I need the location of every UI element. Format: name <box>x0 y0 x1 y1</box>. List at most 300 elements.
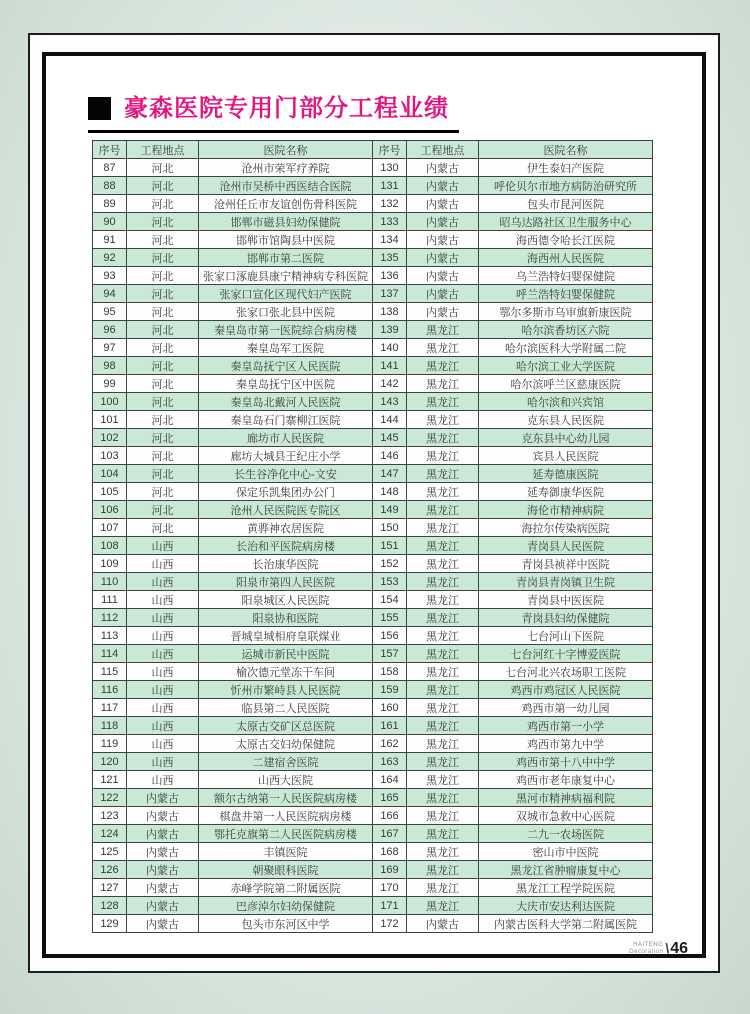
table-row <box>93 825 653 843</box>
hospital-cell: 黑河市精神病福利院 <box>479 789 653 807</box>
table-row <box>93 411 653 429</box>
table-row <box>93 897 653 915</box>
table-row <box>93 303 653 321</box>
title-bullet-square-icon <box>88 97 111 120</box>
location-cell: 黑龙江 <box>407 861 479 879</box>
brand-line1: HAITENG <box>633 942 664 948</box>
location-cell: 黑龙江 <box>407 825 479 843</box>
hospital-cell: 阳泉市第四人民医院 <box>199 573 373 591</box>
hospital-cell: 运城市新民中医院 <box>199 645 373 663</box>
location-cell: 河北 <box>127 285 199 303</box>
hospital-cell: 呼兰浩特妇婴保健院 <box>479 285 653 303</box>
hospital-cell: 赤峰学院第二附属医院 <box>199 879 373 897</box>
location-cell: 山西 <box>127 699 199 717</box>
location-cell: 内蒙古 <box>127 897 199 915</box>
table-row <box>93 555 653 573</box>
serial-cell: 159 <box>373 681 407 699</box>
location-cell: 内蒙古 <box>407 249 479 267</box>
location-cell: 河北 <box>127 159 199 177</box>
page-frame <box>42 52 706 958</box>
location-cell: 内蒙古 <box>407 177 479 195</box>
hospital-cell: 七台河山下医院 <box>479 627 653 645</box>
table-body <box>93 159 653 933</box>
location-cell: 黑龙江 <box>407 771 479 789</box>
serial-cell: 127 <box>93 879 127 897</box>
table-row <box>93 843 653 861</box>
serial-cell: 160 <box>373 699 407 717</box>
table-row <box>93 537 653 555</box>
hospital-cell: 临县第二人民医院 <box>199 699 373 717</box>
serial-cell: 94 <box>93 285 127 303</box>
table-row <box>93 357 653 375</box>
serial-cell: 125 <box>93 843 127 861</box>
hospital-cell: 廊坊大城县王纪庄小学 <box>199 447 373 465</box>
location-cell: 河北 <box>127 177 199 195</box>
location-cell: 河北 <box>127 303 199 321</box>
column-header: 序号 <box>373 141 407 159</box>
hospital-cell: 二建宿舍医院 <box>199 753 373 771</box>
table-row <box>93 213 653 231</box>
table-row <box>93 681 653 699</box>
location-cell: 内蒙古 <box>407 159 479 177</box>
table-row <box>93 915 653 933</box>
location-cell: 内蒙古 <box>407 285 479 303</box>
location-cell: 内蒙古 <box>127 861 199 879</box>
table-row <box>93 501 653 519</box>
location-cell: 河北 <box>127 519 199 537</box>
serial-cell: 116 <box>93 681 127 699</box>
serial-cell: 115 <box>93 663 127 681</box>
location-cell: 山西 <box>127 681 199 699</box>
location-cell: 黑龙江 <box>407 735 479 753</box>
hospital-cell: 哈尔滨香坊区六院 <box>479 321 653 339</box>
table-row <box>93 879 653 897</box>
hospital-cell: 秦皇岛抚宁区中医院 <box>199 375 373 393</box>
serial-cell: 111 <box>93 591 127 609</box>
brand-mark <box>629 942 663 956</box>
serial-cell: 158 <box>373 663 407 681</box>
hospital-cell: 青岗县祯祥中医院 <box>479 555 653 573</box>
hospital-cell: 额尔古纳第一人民医院病房楼 <box>199 789 373 807</box>
column-header: 医院名称 <box>199 141 373 159</box>
location-cell: 黑龙江 <box>407 591 479 609</box>
table-row <box>93 753 653 771</box>
location-cell: 黑龙江 <box>407 537 479 555</box>
hospital-cell: 山西大医院 <box>199 771 373 789</box>
location-cell: 黑龙江 <box>407 573 479 591</box>
location-cell: 山西 <box>127 753 199 771</box>
location-cell: 内蒙古 <box>127 807 199 825</box>
serial-cell: 107 <box>93 519 127 537</box>
hospital-cell: 海拉尔传染病医院 <box>479 519 653 537</box>
serial-cell: 161 <box>373 717 407 735</box>
hospital-cell: 鄂托克旗第二人民医院病房楼 <box>199 825 373 843</box>
hospital-cell: 张家口宣化区现代妇产医院 <box>199 285 373 303</box>
location-cell: 黑龙江 <box>407 609 479 627</box>
hospital-cell: 太原古交妇幼保健院 <box>199 735 373 753</box>
hospital-cell: 棋盘井第一人民医院病房楼 <box>199 807 373 825</box>
hospital-cell: 张家口涿鹿县康宁精神病专科医院 <box>199 267 373 285</box>
location-cell: 内蒙古 <box>127 843 199 861</box>
hospital-cell: 秦皇岛北戴河人民医院 <box>199 393 373 411</box>
table-row <box>93 771 653 789</box>
serial-cell: 139 <box>373 321 407 339</box>
serial-cell: 131 <box>373 177 407 195</box>
serial-cell: 120 <box>93 753 127 771</box>
hospital-cell: 忻州市繁峙县人民医院 <box>199 681 373 699</box>
location-cell: 山西 <box>127 537 199 555</box>
hospital-cell: 双城市急救中心医院 <box>479 807 653 825</box>
hospital-cell: 包头市昆河医院 <box>479 195 653 213</box>
location-cell: 河北 <box>127 393 199 411</box>
hospital-cell: 内蒙古医科大学第二附属医院 <box>479 915 653 933</box>
serial-cell: 92 <box>93 249 127 267</box>
location-cell: 内蒙古 <box>407 231 479 249</box>
table-header <box>93 141 653 159</box>
table-row <box>93 285 653 303</box>
hospital-cell: 青岗县中医医院 <box>479 591 653 609</box>
hospital-cell: 朝聚眼科医院 <box>199 861 373 879</box>
location-cell: 河北 <box>127 447 199 465</box>
serial-cell: 117 <box>93 699 127 717</box>
serial-cell: 118 <box>93 717 127 735</box>
hospital-cell: 邯郸市第二医院 <box>199 249 373 267</box>
hospital-cell: 哈尔滨医科大学附属二院 <box>479 339 653 357</box>
hospital-cell: 克东县中心幼儿园 <box>479 429 653 447</box>
location-cell: 黑龙江 <box>407 321 479 339</box>
hospital-cell: 密山市中医院 <box>479 843 653 861</box>
location-cell: 黑龙江 <box>407 339 479 357</box>
location-cell: 河北 <box>127 465 199 483</box>
location-cell: 黑龙江 <box>407 807 479 825</box>
location-cell: 黑龙江 <box>407 375 479 393</box>
serial-cell: 153 <box>373 573 407 591</box>
location-cell: 山西 <box>127 645 199 663</box>
serial-cell: 90 <box>93 213 127 231</box>
location-cell: 内蒙古 <box>407 195 479 213</box>
serial-cell: 171 <box>373 897 407 915</box>
hospital-cell: 邯郸市馆陶县中医院 <box>199 231 373 249</box>
hospital-cell: 昭乌达路社区卫生服务中心 <box>479 213 653 231</box>
table-row <box>93 447 653 465</box>
location-cell: 黑龙江 <box>407 411 479 429</box>
serial-cell: 124 <box>93 825 127 843</box>
hospital-cell: 海西州人民医院 <box>479 249 653 267</box>
hospital-cell: 鸡西市老年康复中心 <box>479 771 653 789</box>
serial-cell: 165 <box>373 789 407 807</box>
hospital-cell: 克东县人民医院 <box>479 411 653 429</box>
hospital-cell: 长治和平医院病房楼 <box>199 537 373 555</box>
serial-cell: 141 <box>373 357 407 375</box>
location-cell: 山西 <box>127 627 199 645</box>
table-row <box>93 483 653 501</box>
location-cell: 内蒙古 <box>407 915 479 933</box>
table-row <box>93 735 653 753</box>
location-cell: 黑龙江 <box>407 519 479 537</box>
table-row <box>93 699 653 717</box>
column-header: 工程地点 <box>127 141 199 159</box>
table-row <box>93 465 653 483</box>
serial-cell: 130 <box>373 159 407 177</box>
hospital-cell: 沧州市荣军疗养院 <box>199 159 373 177</box>
serial-cell: 134 <box>373 231 407 249</box>
hospital-cell: 榆次德元堂冻干车间 <box>199 663 373 681</box>
hospital-cell: 保定乐凯集团办公门 <box>199 483 373 501</box>
serial-cell: 135 <box>373 249 407 267</box>
table-row <box>93 267 653 285</box>
hospital-cell: 沧州人民医院医专院区 <box>199 501 373 519</box>
serial-cell: 155 <box>373 609 407 627</box>
serial-cell: 87 <box>93 159 127 177</box>
location-cell: 黑龙江 <box>407 717 479 735</box>
hospital-cell: 黑龙江工程学院医院 <box>479 879 653 897</box>
table-row <box>93 591 653 609</box>
hospital-cell: 海伦市精神病院 <box>479 501 653 519</box>
serial-cell: 142 <box>373 375 407 393</box>
serial-cell: 109 <box>93 555 127 573</box>
serial-cell: 119 <box>93 735 127 753</box>
hospital-cell: 哈尔滨和兴宾馆 <box>479 393 653 411</box>
serial-cell: 151 <box>373 537 407 555</box>
serial-cell: 166 <box>373 807 407 825</box>
serial-cell: 170 <box>373 879 407 897</box>
location-cell: 河北 <box>127 375 199 393</box>
location-cell: 河北 <box>127 339 199 357</box>
location-cell: 黑龙江 <box>407 627 479 645</box>
table-row <box>93 717 653 735</box>
hospital-cell: 阳泉协和医院 <box>199 609 373 627</box>
hospital-cell: 黄骅神农居医院 <box>199 519 373 537</box>
column-header: 序号 <box>93 141 127 159</box>
serial-cell: 145 <box>373 429 407 447</box>
location-cell: 内蒙古 <box>407 267 479 285</box>
serial-cell: 128 <box>93 897 127 915</box>
table-row <box>93 339 653 357</box>
hospital-cell: 沧州任丘市友谊创伤骨科医院 <box>199 195 373 213</box>
serial-cell: 101 <box>93 411 127 429</box>
location-cell: 山西 <box>127 555 199 573</box>
title-block <box>88 88 459 133</box>
hospital-cell: 青岗县妇幼保健院 <box>479 609 653 627</box>
location-cell: 黑龙江 <box>407 753 479 771</box>
location-cell: 黑龙江 <box>407 501 479 519</box>
table-row <box>93 177 653 195</box>
hospital-cell: 张家口张北县中医院 <box>199 303 373 321</box>
serial-cell: 96 <box>93 321 127 339</box>
table-row <box>93 645 653 663</box>
hospital-cell: 伊生泰妇产医院 <box>479 159 653 177</box>
hospital-cell: 包头市东河区中学 <box>199 915 373 933</box>
serial-cell: 152 <box>373 555 407 573</box>
location-cell: 黑龙江 <box>407 897 479 915</box>
hospital-cell: 长治康华医院 <box>199 555 373 573</box>
location-cell: 山西 <box>127 735 199 753</box>
hospital-cell: 黑龙江省肿瘤康复中心 <box>479 861 653 879</box>
location-cell: 山西 <box>127 609 199 627</box>
hospital-cell: 长生谷净化中心-文安 <box>199 465 373 483</box>
hospital-cell: 七台河红十字博爱医院 <box>479 645 653 663</box>
serial-cell: 114 <box>93 645 127 663</box>
location-cell: 山西 <box>127 771 199 789</box>
serial-cell: 98 <box>93 357 127 375</box>
location-cell: 山西 <box>127 717 199 735</box>
location-cell: 黑龙江 <box>407 357 479 375</box>
serial-cell: 93 <box>93 267 127 285</box>
backslash-separator-icon: \ <box>665 940 670 956</box>
location-cell: 黑龙江 <box>407 645 479 663</box>
serial-cell: 157 <box>373 645 407 663</box>
location-cell: 内蒙古 <box>127 825 199 843</box>
serial-cell: 133 <box>373 213 407 231</box>
hospital-cell: 秦皇岛抚宁区人民医院 <box>199 357 373 375</box>
page-footer <box>629 940 688 958</box>
serial-cell: 163 <box>373 753 407 771</box>
hospital-cell: 宾县人民医院 <box>479 447 653 465</box>
location-cell: 山西 <box>127 591 199 609</box>
hospital-cell: 大庆市安达利达医院 <box>479 897 653 915</box>
serial-cell: 168 <box>373 843 407 861</box>
location-cell: 河北 <box>127 231 199 249</box>
hospital-cell: 鸡西市第十八中中学 <box>479 753 653 771</box>
location-cell: 内蒙古 <box>407 213 479 231</box>
table-row <box>93 627 653 645</box>
table-row <box>93 861 653 879</box>
serial-cell: 95 <box>93 303 127 321</box>
hospital-cell: 青岗县人民医院 <box>479 537 653 555</box>
location-cell: 山西 <box>127 663 199 681</box>
location-cell: 黑龙江 <box>407 663 479 681</box>
serial-cell: 146 <box>373 447 407 465</box>
location-cell: 山西 <box>127 573 199 591</box>
hospital-cell: 秦皇岛军工医院 <box>199 339 373 357</box>
table-row <box>93 519 653 537</box>
location-cell: 河北 <box>127 321 199 339</box>
serial-cell: 122 <box>93 789 127 807</box>
serial-cell: 104 <box>93 465 127 483</box>
hospital-cell: 廊坊市人民医院 <box>199 429 373 447</box>
serial-cell: 89 <box>93 195 127 213</box>
hospital-cell: 呼伦贝尔市地方病防治研究所 <box>479 177 653 195</box>
serial-cell: 167 <box>373 825 407 843</box>
table-row <box>93 249 653 267</box>
hospital-cell: 青岗县青岗镇卫生院 <box>479 573 653 591</box>
location-cell: 黑龙江 <box>407 465 479 483</box>
location-cell: 内蒙古 <box>127 879 199 897</box>
serial-cell: 102 <box>93 429 127 447</box>
hospital-cell: 鸡西市第九中学 <box>479 735 653 753</box>
hospital-cell: 延寿德康医院 <box>479 465 653 483</box>
location-cell: 河北 <box>127 483 199 501</box>
table-row <box>93 573 653 591</box>
location-cell: 河北 <box>127 429 199 447</box>
hospital-cell: 鄂尔多斯市乌审旗新康医院 <box>479 303 653 321</box>
column-header: 工程地点 <box>407 141 479 159</box>
serial-cell: 132 <box>373 195 407 213</box>
serial-cell: 88 <box>93 177 127 195</box>
serial-cell: 100 <box>93 393 127 411</box>
serial-cell: 140 <box>373 339 407 357</box>
serial-cell: 147 <box>373 465 407 483</box>
table-row <box>93 789 653 807</box>
table-row <box>93 429 653 447</box>
serial-cell: 108 <box>93 537 127 555</box>
hospital-cell: 秦皇岛石门寨柳江医院 <box>199 411 373 429</box>
hospital-cell: 巴彦淖尔妇幼保健院 <box>199 897 373 915</box>
hospital-cell: 阳泉城区人民医院 <box>199 591 373 609</box>
projects-table <box>92 140 653 933</box>
location-cell: 河北 <box>127 411 199 429</box>
serial-cell: 144 <box>373 411 407 429</box>
serial-cell: 97 <box>93 339 127 357</box>
table-row <box>93 321 653 339</box>
serial-cell: 123 <box>93 807 127 825</box>
hospital-cell: 二九一农场医院 <box>479 825 653 843</box>
table-row <box>93 159 653 177</box>
serial-cell: 162 <box>373 735 407 753</box>
serial-cell: 112 <box>93 609 127 627</box>
table-row <box>93 609 653 627</box>
location-cell: 河北 <box>127 249 199 267</box>
serial-cell: 136 <box>373 267 407 285</box>
serial-cell: 172 <box>373 915 407 933</box>
serial-cell: 154 <box>373 591 407 609</box>
hospital-cell: 鸡西市第一小学 <box>479 717 653 735</box>
location-cell: 内蒙古 <box>127 915 199 933</box>
hospital-cell: 哈尔滨工业大学医院 <box>479 357 653 375</box>
page-number: 46 <box>670 940 688 957</box>
serial-cell: 105 <box>93 483 127 501</box>
location-cell: 黑龙江 <box>407 555 479 573</box>
serial-cell: 126 <box>93 861 127 879</box>
serial-cell: 103 <box>93 447 127 465</box>
location-cell: 河北 <box>127 195 199 213</box>
hospital-cell: 乌兰浩特妇婴保健院 <box>479 267 653 285</box>
hospital-cell: 七台河北兴农场职工医院 <box>479 663 653 681</box>
hospital-cell: 沧州市吴桥中西医结合医院 <box>199 177 373 195</box>
location-cell: 黑龙江 <box>407 681 479 699</box>
serial-cell: 137 <box>373 285 407 303</box>
serial-cell: 164 <box>373 771 407 789</box>
location-cell: 黑龙江 <box>407 483 479 501</box>
serial-cell: 99 <box>93 375 127 393</box>
location-cell: 河北 <box>127 267 199 285</box>
serial-cell: 110 <box>93 573 127 591</box>
hospital-cell: 丰镇医院 <box>199 843 373 861</box>
location-cell: 河北 <box>127 357 199 375</box>
location-cell: 黑龙江 <box>407 429 479 447</box>
table-row <box>93 663 653 681</box>
location-cell: 黑龙江 <box>407 447 479 465</box>
table-row <box>93 393 653 411</box>
table-row <box>93 231 653 249</box>
location-cell: 黑龙江 <box>407 393 479 411</box>
serial-cell: 148 <box>373 483 407 501</box>
hospital-cell: 鸡西市鸡冠区人民医院 <box>479 681 653 699</box>
location-cell: 黑龙江 <box>407 789 479 807</box>
hospital-cell: 鸡西市第一幼儿园 <box>479 699 653 717</box>
location-cell: 内蒙古 <box>407 303 479 321</box>
serial-cell: 113 <box>93 627 127 645</box>
table-row <box>93 195 653 213</box>
page-title: 豪森医院专用门部分工程业绩 <box>124 95 449 122</box>
serial-cell: 150 <box>373 519 407 537</box>
serial-cell: 149 <box>373 501 407 519</box>
location-cell: 内蒙古 <box>127 789 199 807</box>
serial-cell: 106 <box>93 501 127 519</box>
location-cell: 黑龙江 <box>407 699 479 717</box>
serial-cell: 143 <box>373 393 407 411</box>
location-cell: 河北 <box>127 213 199 231</box>
